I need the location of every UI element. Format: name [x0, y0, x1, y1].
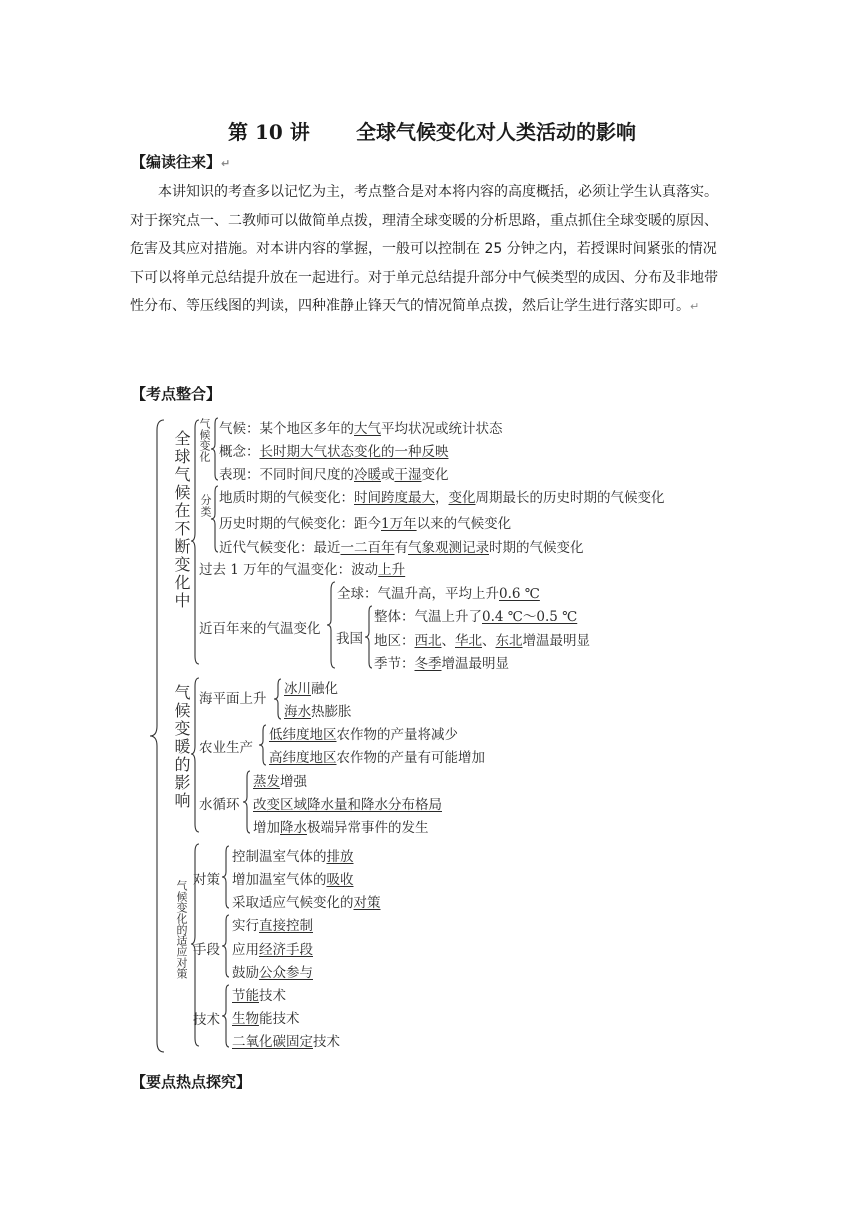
water-item-extreme-events: 增加降水极端异常事件的发生	[253, 820, 429, 836]
measures-label: 对策	[193, 872, 220, 888]
water-cycle-brace	[242, 769, 252, 835]
measure-item-absorb: 增加温室气体的吸收	[232, 872, 354, 888]
agriculture-label: 农业生产	[199, 740, 253, 756]
page-title: 全球气候变化对人类活动的影响	[356, 120, 636, 144]
water-item-precipitation-pattern: 改变区域降水量和降水分布格局	[253, 797, 442, 813]
sea-item-thermal: 海水热膨胀	[284, 704, 352, 720]
means-item-economic: 应用经济手段	[232, 942, 313, 958]
means-brace	[221, 913, 231, 979]
class-item-historical: 历史时期的气候变化：距今1万年以来的气候变化	[219, 516, 512, 532]
section-heading-key-points: 【考点整合】	[131, 385, 222, 403]
climate-item-manifestation: 表现：不同时间尺度的冷暖或干湿变化	[219, 467, 449, 483]
classification-label: 分类	[199, 494, 212, 518]
class-item-modern: 近代气候变化：最近一二百年有气象观测记录时期的气候变化	[219, 540, 584, 556]
climate-change-label: 气候变化	[198, 418, 211, 462]
means-item-public: 鼓励公众参与	[232, 965, 313, 981]
water-cycle-label: 水循环	[199, 797, 240, 813]
china-label: 我国	[336, 631, 363, 647]
means-label: 手段	[193, 942, 220, 958]
tech-item-carbon-fixation: 二氧化碳固定技术	[232, 1034, 340, 1050]
measure-item-adapt: 采取适应气候变化的对策	[232, 895, 381, 911]
agri-item-low-latitude: 低纬度地区农作物的产量将减少	[269, 727, 458, 743]
sea-level-label: 海平面上升	[199, 691, 267, 707]
china-item-overall: 整体：气温上升了0.4 ℃～0.5 ℃	[374, 609, 578, 625]
main-brace	[148, 418, 168, 1054]
sea-level-brace	[273, 677, 283, 721]
agriculture-brace	[258, 723, 268, 767]
intro-paragraph: 本讲知识的考查多以记忆为主，考点整合是对本将内容的高度概括，必须让学生认真落实。对于探究点一、二教师可以做简单点拨，理清全球变暖的分析思路，重点抓住全球变暖的原因、危害及其应对措施。对本讲内容的掌握，一般可以控制在 25 分钟之内，若授课时间紧张的情况下可以将单元总结提升放在一起进行。对于单元总结提升部分中气候类型的成因、分布及非地带性分布、等压线图的判读，四种准静止锋天气的情况简单点拨，然后让学生进行落实即可。↵	[130, 184, 718, 314]
measures-brace	[221, 844, 231, 910]
china-item-season: 季节：冬季增温最明显	[374, 656, 509, 672]
section-heading-hotspots: 【要点热点探究】	[131, 1073, 252, 1091]
sea-item-glacier: 冰川融化	[284, 681, 338, 697]
class-item-geological: 地质时期的气候变化：时间跨度最大，变化周期最长的历史时期的气候变化	[219, 490, 665, 506]
group-label-climate-changing: 全球气候在不断变化中	[172, 430, 191, 610]
section-heading-intro: 【编读往来】↵	[131, 153, 231, 171]
tech-item-energy-saving: 节能技术	[232, 988, 286, 1004]
group-label-adaptation: 气候变化的适应对策	[175, 880, 188, 979]
china-item-region: 地区：西北、华北、东北增温最明显	[374, 633, 590, 649]
tech-item-bioenergy: 生物能技术	[232, 1011, 300, 1027]
climate-item-weather: 气候：某个地区多年的大气平均状况或统计状态	[219, 421, 503, 437]
means-item-direct: 实行直接控制	[232, 918, 313, 934]
group-label-warming-impacts: 气候变暖的影响	[172, 684, 191, 810]
recent-century-label: 近百年来的气温变化	[199, 621, 321, 637]
tech-label: 技术	[193, 1012, 220, 1028]
climate-item-concept: 概念：长时期大气状态变化的一种反映	[219, 444, 449, 460]
agri-item-high-latitude: 高纬度地区农作物的产量有可能增加	[269, 750, 485, 766]
lecture-number: 第 10 讲	[228, 120, 310, 144]
global-temp-item: 全球：气温升高，平均上升0.6 ℃	[337, 586, 540, 602]
tech-brace	[221, 983, 231, 1049]
measure-item-control: 控制温室气体的排放	[232, 849, 354, 865]
china-brace	[364, 604, 374, 670]
water-item-evaporation: 蒸发增强	[253, 774, 307, 790]
past-10k-years-item: 过去 1 万年的气温变化：波动上升	[199, 562, 406, 578]
